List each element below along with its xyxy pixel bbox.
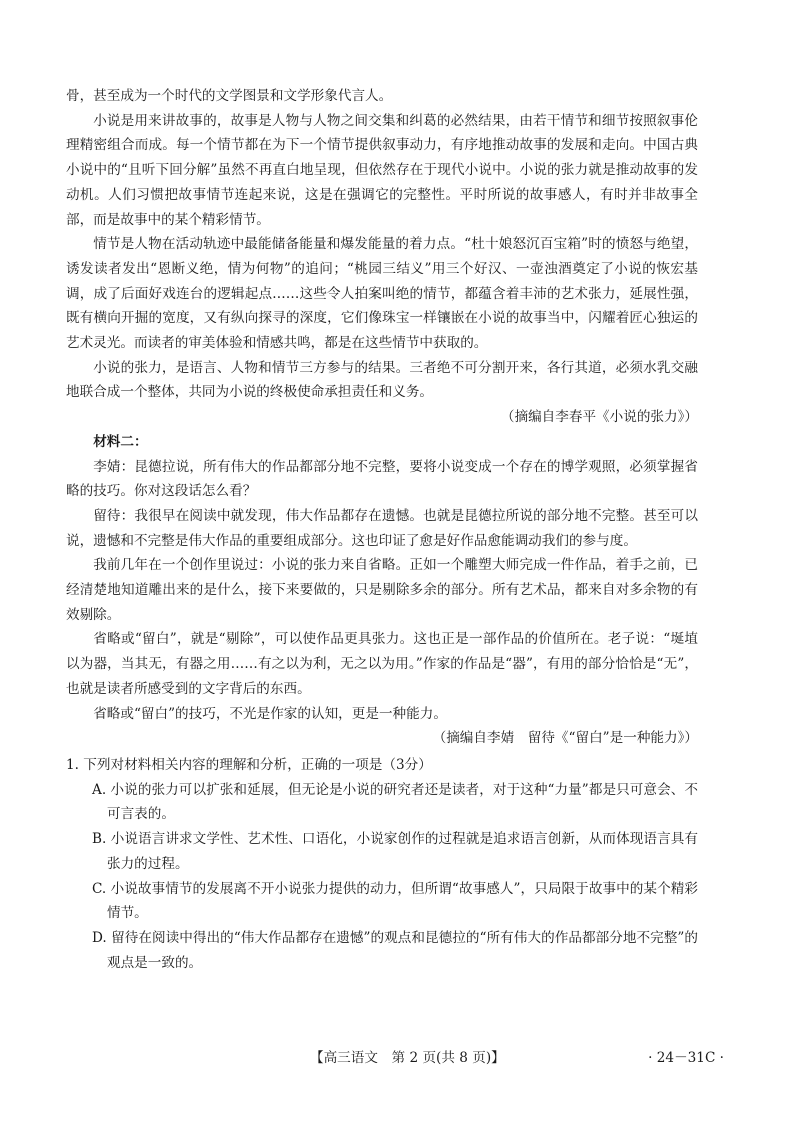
paragraph-omission: 我前几年在一个创作里说过：小说的张力来自省略。正如一个雕塑大师完成一件作品，着手之前，已经清楚地知道雕出来的是什么，接下来要做的，只是剔除多余的部分。所有艺术品，都来自对多余物的有效剔除。	[66, 557, 698, 623]
source-citation-2: （摘编自李婧 留待《“留白”是一种能力》）	[432, 730, 698, 747]
paragraph-question: 李婧：昆德拉说，所有伟大的作品都部分地不完整，要将小说变成一个存在的博学观照，必须掌握省略的技巧。你对这段话怎么看？	[66, 458, 698, 500]
material-two-heading: 材料二：	[93, 433, 148, 450]
option-c: C. 小说故事情节的发展离不开小说张力提供的动力，但所谓“故事感人”，只局限于故事中的某个精彩情节。	[92, 880, 698, 922]
paragraph-tension: 小说的张力，是语言、人物和情节三方参与的结果。三者绝不可分割开来，各行其道，必须水乳交融地联合成一个整体，共同为小说的终极使命承担责任和义务。	[66, 359, 698, 401]
page-content	[66, 84, 698, 975]
question-stem: 1. 下列对材料相关内容的理解和分析，正确的一项是（3分）	[66, 756, 432, 773]
option-a: A. 小说的张力可以扩张和延展，但无论是小说的研究者还是读者，对于这种“力量”都是只可意会、不可言表的。	[92, 781, 698, 823]
paragraph-answer: 留待：我很早在阅读中就发现，伟大作品都存在遗憾。也就是昆德拉所说的部分地不完整。甚至可以说，遗憾和不完整是伟大作品的重要组成部分。这也印证了愈是好作品愈能调动我们的参与度。	[66, 507, 698, 549]
paragraph-blank-space: 省略或“留白”，就是“剔除”，可以使作品更具张力。这也正是一部作品的价值所在。老子说：“埏埴以为器，当其无，有器之用……有之以为利，无之以为用。”作家的作品是“器”，有用的部分恰恰是“无”，也就是读者所感受到的文字背后的东西。	[66, 631, 698, 697]
paragraph-story: 小说是用来讲故事的，故事是人物与人物之间交集和纠葛的必然结果，由若干情节和细节按照叙事伦理精密组合而成。每一个情节都在为下一个情节提供叙事动力，有序地推动故事的发展和走向。中国古典小说中的“且听下回分解”虽然不再直白地呈现，但依然存在于现代小说中。小说的张力就是推动故事的发动机。人们习惯把故事情节连起来说，这是在强调它的完整性。平时所说的故事感人，有时并非故事全部，而是故事中的某个精彩情节。	[66, 112, 698, 228]
source-citation-1: （摘编自李春平《小说的张力》）	[500, 409, 698, 426]
option-d: D. 留待在阅读中得出的“伟大作品都存在遗憾”的观点和昆德拉的“所有伟大的作品都部分地不完整”的观点是一致的。	[92, 929, 698, 971]
paragraph-continued: 骨，甚至成为一个时代的文学图景和文学形象代言人。	[66, 88, 393, 104]
paragraph-plot: 情节是人物在活动轨迹中最能储备能量和爆发能量的着力点。“杜十娘怒沉百宝箱”时的愤怒与绝望，诱发读者发出“恩断义绝，情为何物”的追问；“桃园三结义”用三个好汉、一壶浊酒奠定了小说的恢宏基调，成了后面好戏连台的逻辑起点……这些令人拍案叫绝的情节，都蕴含着丰沛的艺术张力，延展性强，既有横向开掘的宽度，又有纵向探寻的深度，它们像珠宝一样镶嵌在小说的故事当中，闪耀着匠心独运的艺术灵光。而读者的审美体验和情感共鸣，都是在这些情节中获取的。	[66, 236, 698, 352]
paragraph-ability: 省略或“留白”的技巧，不光是作家的认知，更是一种能力。	[93, 705, 447, 722]
page-footer	[0, 1046, 794, 1070]
footer-exam-code: · 24－31C ·	[648, 1050, 724, 1066]
option-b: B. 小说语言讲求文学性、艺术性、口语化，小说家创作的过程就是追求语言创新，从而体现语言具有张力的过程。	[92, 831, 698, 872]
footer-page-info: 【高三语文 第 2 页(共 8 页)】	[310, 1050, 505, 1066]
